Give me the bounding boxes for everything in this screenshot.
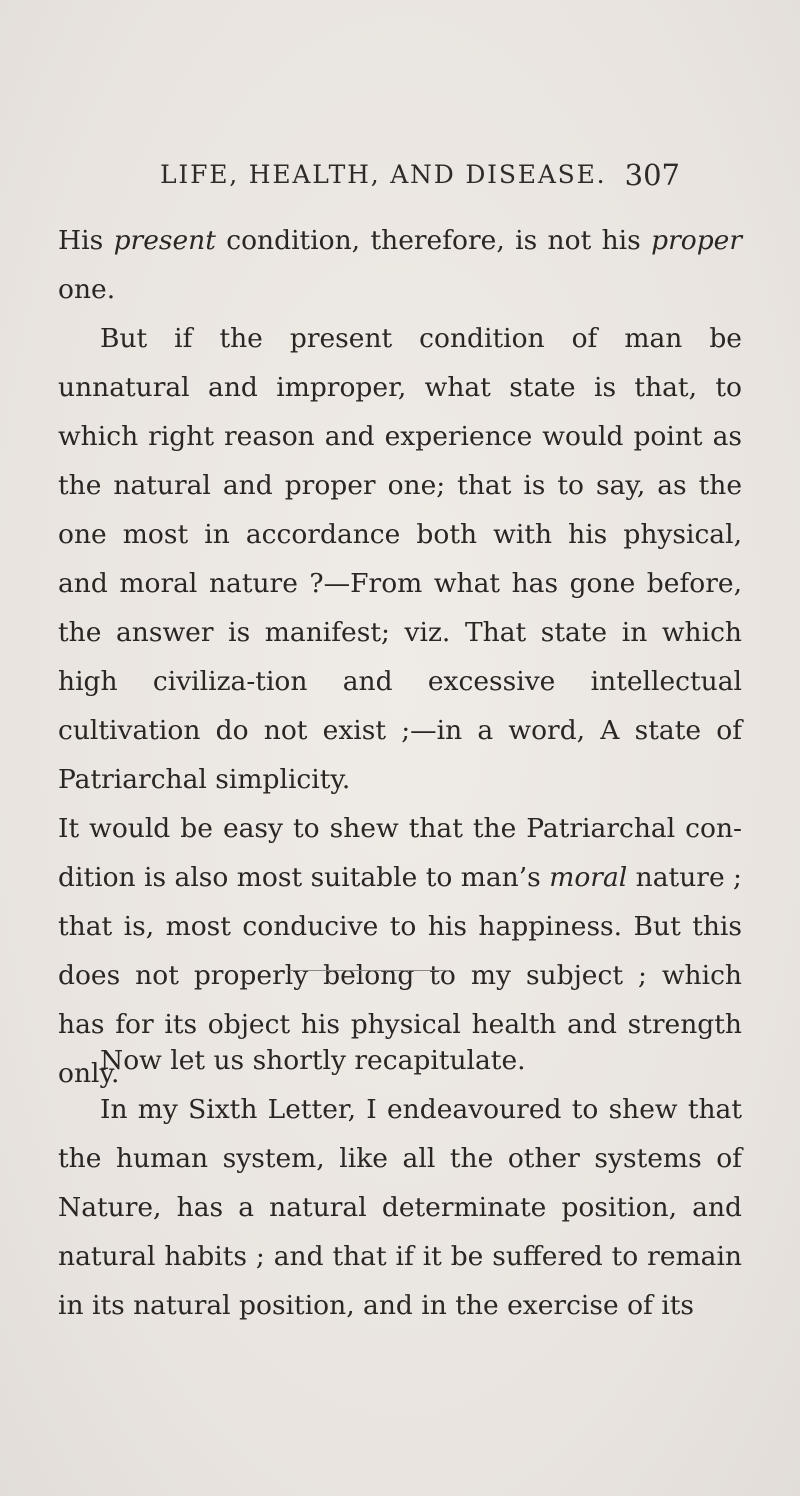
paragraph-2: But if the present condition of man be unnatural and improper, what state is that, to which right reason and experience would point as the natural and proper one; that is to say, as the one most in accordance both with his physical, and moral nature ?—From what has gone before, the answer is manifest; viz. That state in which high civiliza-tion and excessive intellectual cultivation do not exist ;—in a word, A state of Patriarchal simplicity. (58, 323, 742, 795)
page-header (160, 160, 680, 200)
paragraph-3-emphasis-moral: moral (549, 862, 628, 893)
paragraph-5: In my Sixth Letter, I endeavoured to shew that the human system, like all the other systems of Nature, has a natural determinate position, and natural habits ; and that if it be suffered to remain in its natural position, and in the exercise of its (58, 1094, 742, 1321)
paragraph-1 (58, 216, 742, 314)
paragraph-4: Now let us shortly recapitulate. (100, 1045, 526, 1076)
paragraph-3-text-b: nature ; that is, most conducive to his happiness. But this does not properly belong to my subject ; which has for its object his physical health and strength only. (58, 862, 742, 1089)
paragraph-3-text-a: It would be easy to shew that the Patriarchal con-dition is also most suitable to man’s (58, 813, 742, 893)
paragraph-1-emphasis-present: present (113, 225, 216, 256)
text-block-upper (58, 216, 742, 1098)
page-number: 307 (624, 158, 680, 192)
paragraph-1-text-c: one. (58, 274, 116, 305)
running-title: LIFE, HEALTH, AND DISEASE. (160, 160, 607, 189)
paragraph-1-text-a: His (58, 225, 114, 256)
paragraph-1-emphasis-proper: proper (651, 225, 743, 256)
text-block-lower (58, 1036, 742, 1330)
section-divider (289, 970, 449, 971)
paragraph-1-text-b: condition, therefore, is not his (215, 225, 652, 256)
